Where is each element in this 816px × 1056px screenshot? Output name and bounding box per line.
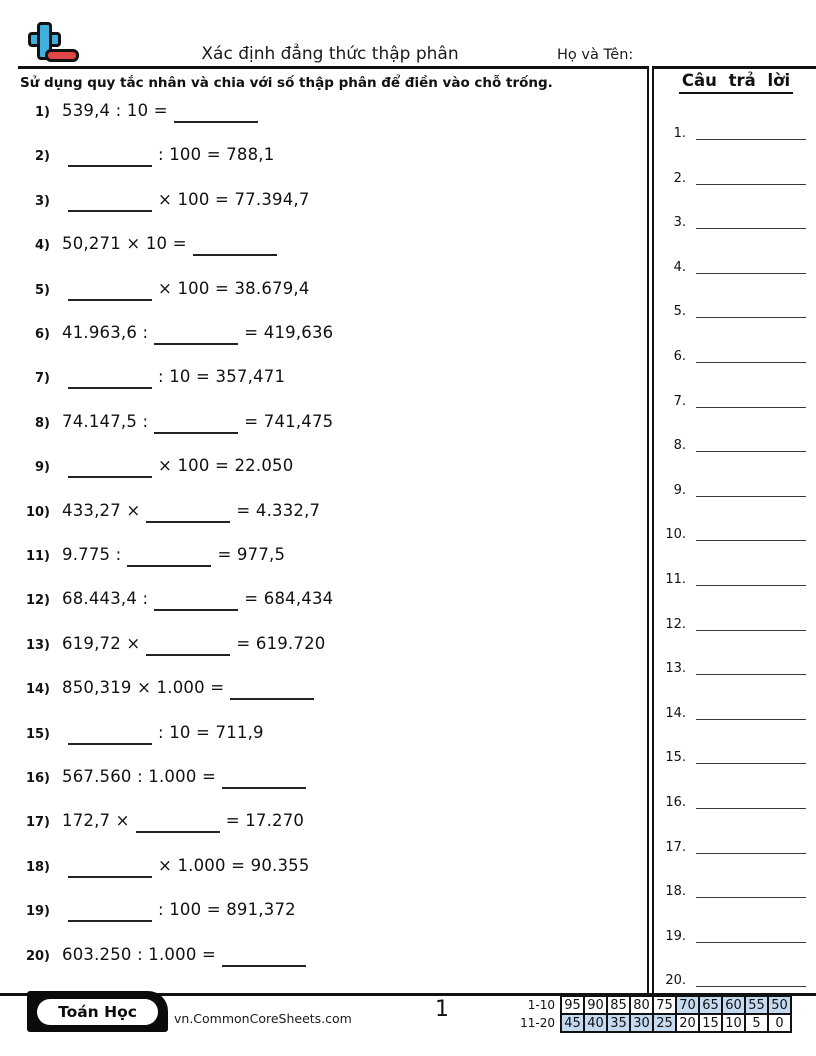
problem-text: = 4.332,7 — [236, 500, 321, 520]
problem-20 — [20, 945, 312, 967]
fill-in-blank[interactable] — [68, 153, 152, 167]
answer-line[interactable] — [696, 273, 806, 274]
problem-text: : 10 = 711,9 — [158, 722, 264, 742]
answer-line[interactable] — [696, 942, 806, 943]
problem-13 — [20, 634, 326, 656]
fill-in-blank[interactable] — [68, 864, 152, 878]
problem-number: 18) — [25, 859, 50, 875]
commoncoresheets-logo — [28, 22, 82, 64]
problem-expression — [62, 589, 333, 611]
problem-text: × 100 = 38.679,4 — [158, 278, 310, 298]
score-cell[interactable]: 15 — [699, 1014, 722, 1032]
problem-expression — [62, 101, 264, 123]
problem-2 — [20, 145, 274, 167]
minus-icon — [45, 49, 79, 62]
problem-text: 9.775 : — [62, 545, 122, 564]
answer-number: 17. — [665, 839, 686, 855]
answer-slot-5 — [658, 298, 806, 318]
problem-expression — [62, 190, 310, 212]
fill-in-blank[interactable] — [174, 109, 258, 123]
answer-number: 6. — [673, 349, 686, 364]
score-cell[interactable]: 5 — [745, 1014, 768, 1032]
website-link[interactable]: vn.CommonCoreSheets.com — [174, 1011, 352, 1026]
problem-text: : 10 = 357,471 — [158, 367, 286, 387]
answer-number: 8. — [673, 438, 686, 454]
answer-number: 12. — [665, 616, 686, 632]
problem-expression — [62, 279, 310, 301]
answers-title-text: Câu trả lời — [679, 71, 793, 94]
problem-expression — [62, 323, 333, 345]
fill-in-blank[interactable] — [222, 953, 306, 967]
problem-number: 2) — [35, 149, 50, 165]
problem-text: 567.560 : 1.000 = — [62, 767, 216, 786]
fill-in-blank[interactable] — [127, 553, 211, 567]
fill-in-blank[interactable] — [68, 287, 152, 301]
problem-number: 20) — [25, 948, 50, 964]
problem-text: × 1.000 = 90.355 — [158, 855, 310, 875]
answer-slot-4 — [658, 254, 806, 274]
problem-11 — [20, 545, 285, 567]
answers-column-title — [656, 71, 816, 90]
fill-in-blank[interactable] — [193, 242, 277, 256]
problem-expression — [62, 501, 320, 523]
fill-in-blank[interactable] — [146, 642, 230, 656]
score-cell[interactable]: 65 — [699, 996, 722, 1014]
problem-expression — [62, 856, 310, 878]
fill-in-blank[interactable] — [154, 597, 238, 611]
fill-in-blank[interactable] — [68, 464, 152, 478]
problem-text: = 17.270 — [225, 811, 305, 831]
answer-line[interactable] — [696, 540, 806, 541]
score-cell[interactable]: 35 — [607, 1014, 630, 1032]
answer-number: 14. — [665, 705, 686, 721]
answer-number: 11. — [665, 572, 686, 587]
problem-number: 14) — [25, 682, 50, 698]
answer-number: 18. — [665, 884, 686, 900]
answer-number: 10. — [665, 527, 686, 543]
answer-slot-3 — [658, 209, 806, 229]
subject-badge: Toán Học — [37, 999, 158, 1025]
score-cell[interactable]: 30 — [630, 1014, 653, 1032]
problem-text: 41.963,6 : — [62, 323, 149, 342]
problem-expression — [62, 723, 264, 745]
problem-expression — [62, 678, 320, 700]
problem-text: 50,271 × 10 = — [62, 234, 187, 254]
answer-slot-13 — [658, 655, 806, 675]
answer-number: 13. — [665, 661, 686, 677]
problem-number: 3) — [35, 193, 50, 209]
fill-in-blank[interactable] — [68, 375, 152, 389]
fill-in-blank[interactable] — [68, 198, 152, 212]
problem-18 — [20, 856, 310, 878]
answer-line[interactable] — [696, 362, 806, 363]
problem-text: = 684,434 — [244, 589, 334, 609]
problem-19 — [20, 900, 296, 922]
problem-expression — [62, 811, 304, 833]
problem-number: 19) — [25, 904, 50, 920]
score-cell[interactable]: 95 — [561, 996, 584, 1014]
answer-line[interactable] — [696, 853, 806, 854]
answer-number: 16. — [665, 795, 686, 810]
score-cell[interactable]: 85 — [607, 996, 630, 1014]
page-title: Xác định đẳng thức thập phân — [201, 44, 459, 64]
problem-text: 68.443,4 : — [62, 589, 149, 609]
instruction-text: Sử dụng quy tắc nhân và chia với số thập phân để điền vào chỗ trống. — [20, 75, 553, 91]
score-cell[interactable]: 10 — [722, 1014, 745, 1032]
score-cell[interactable]: 50 — [768, 996, 791, 1014]
problem-number: 4) — [35, 238, 50, 254]
problem-text: 603.250 : 1.000 = — [62, 944, 216, 964]
problem-expression — [62, 945, 312, 967]
problem-number: 9) — [35, 460, 50, 476]
score-range-label: 11-20 — [520, 1016, 555, 1030]
problem-number: 5) — [35, 282, 50, 298]
problem-text: 433,27 × — [62, 500, 141, 520]
answer-number: 5. — [673, 304, 686, 320]
score-cell[interactable]: 80 — [630, 996, 653, 1014]
name-label: Họ và Tên: — [557, 47, 634, 63]
answer-number: 7. — [673, 393, 686, 409]
score-cell[interactable]: 70 — [676, 996, 699, 1014]
problem-9 — [20, 456, 293, 478]
problem-3 — [20, 190, 310, 212]
answer-number: 2. — [673, 170, 686, 186]
fill-in-blank[interactable] — [154, 420, 238, 434]
answer-slot-14 — [658, 700, 806, 720]
answer-line[interactable] — [696, 986, 806, 987]
problem-7 — [20, 367, 285, 389]
answer-slot-7 — [658, 388, 806, 408]
answer-line[interactable] — [696, 451, 806, 452]
answer-line[interactable] — [696, 719, 806, 720]
score-cell[interactable]: 60 — [722, 996, 745, 1014]
answer-line[interactable] — [696, 139, 806, 140]
answer-slot-12 — [658, 611, 806, 631]
problem-17 — [20, 811, 304, 833]
problem-number: 12) — [25, 593, 50, 609]
score-cell[interactable]: 40 — [584, 1014, 607, 1032]
problem-text: × 100 = 22.050 — [158, 456, 294, 476]
problem-10 — [20, 501, 320, 523]
problem-expression — [62, 456, 293, 478]
problem-text: 539,4 : 10 = — [62, 101, 168, 120]
answer-slot-11 — [658, 566, 806, 586]
answer-slot-18 — [658, 878, 806, 898]
problem-expression — [62, 900, 296, 922]
problem-1 — [20, 101, 264, 123]
answer-line[interactable] — [696, 808, 806, 809]
answer-slot-16 — [658, 789, 806, 809]
problem-text: = 741,475 — [244, 411, 334, 431]
score-cell[interactable]: 20 — [676, 1014, 699, 1032]
answer-number: 19. — [665, 928, 686, 944]
problem-14 — [20, 678, 320, 700]
problem-number: 15) — [25, 726, 50, 742]
answer-line[interactable] — [696, 674, 806, 675]
problem-number: 1) — [35, 105, 50, 120]
answer-slot-2 — [658, 165, 806, 185]
score-cell[interactable]: 0 — [768, 1014, 791, 1032]
answer-line[interactable] — [696, 897, 806, 898]
answer-line[interactable] — [696, 228, 806, 229]
fill-in-blank[interactable] — [68, 908, 152, 922]
problem-text: = 419,636 — [244, 323, 334, 342]
column-divider — [647, 66, 654, 995]
answer-number: 3. — [673, 215, 686, 231]
answer-slot-15 — [658, 744, 806, 764]
problem-number: 11) — [25, 549, 50, 564]
fill-in-blank[interactable] — [146, 509, 230, 523]
problem-text: × 100 = 77.394,7 — [158, 189, 310, 209]
problem-number: 10) — [25, 504, 50, 520]
answer-line[interactable] — [696, 407, 806, 408]
problem-15 — [20, 723, 264, 745]
answer-line[interactable] — [696, 317, 806, 318]
problem-expression — [62, 412, 333, 434]
problem-text: : 100 = 891,372 — [158, 900, 296, 920]
plus-icon — [40, 35, 49, 44]
problem-number: 8) — [35, 415, 50, 431]
problem-4 — [20, 234, 283, 256]
problem-5 — [20, 279, 310, 301]
answer-slot-6 — [658, 343, 806, 363]
problem-expression — [62, 145, 274, 167]
answer-number: 1. — [673, 126, 686, 141]
score-cell[interactable]: 45 — [561, 1014, 584, 1032]
fill-in-blank[interactable] — [68, 731, 152, 745]
problem-number: 17) — [25, 815, 50, 831]
problem-number: 7) — [35, 371, 50, 387]
fill-in-blank[interactable] — [136, 819, 220, 833]
problem-text: = 619.720 — [236, 633, 326, 653]
problem-text: 619,72 × — [62, 633, 141, 653]
problem-number: 6) — [35, 327, 50, 342]
problem-8 — [20, 412, 333, 434]
subject-badge-box — [27, 991, 168, 1032]
answer-line[interactable] — [696, 184, 806, 185]
problem-text: 850,319 × 1.000 = — [62, 678, 225, 698]
fill-in-blank[interactable] — [154, 331, 238, 345]
answer-number: 9. — [673, 482, 686, 498]
score-cell[interactable]: 90 — [584, 996, 607, 1014]
score-cell[interactable]: 25 — [653, 1014, 676, 1032]
answer-slot-9 — [658, 477, 806, 497]
problem-text: 74.147,5 : — [62, 411, 149, 431]
answer-slot-1 — [658, 120, 806, 140]
answer-line[interactable] — [696, 496, 806, 497]
answer-slot-20 — [658, 967, 806, 987]
score-row-11-20 — [519, 1014, 791, 1032]
score-range-label: 1-10 — [527, 998, 555, 1012]
problem-6 — [20, 323, 333, 345]
problem-text: : 100 = 788,1 — [158, 145, 275, 165]
answer-line[interactable] — [696, 630, 806, 631]
fill-in-blank[interactable] — [230, 686, 314, 700]
problem-expression — [62, 634, 326, 656]
problem-text: 172,7 × — [62, 811, 130, 831]
score-cell[interactable]: 55 — [745, 996, 768, 1014]
answer-slot-19 — [658, 923, 806, 943]
problem-number: 16) — [25, 771, 50, 786]
problem-expression — [62, 234, 283, 256]
problem-16 — [20, 767, 312, 789]
fill-in-blank[interactable] — [222, 775, 306, 789]
answer-number: 15. — [665, 750, 686, 766]
problem-expression — [62, 767, 312, 789]
answer-slot-8 — [658, 432, 806, 452]
answer-number: 4. — [673, 259, 686, 275]
problem-text: = 977,5 — [217, 545, 286, 564]
problem-12 — [20, 589, 333, 611]
answer-line[interactable] — [696, 763, 806, 764]
answer-number: 20. — [665, 973, 686, 989]
answer-slot-10 — [658, 521, 806, 541]
page-number: 1 — [435, 997, 449, 1022]
problem-expression — [62, 545, 285, 567]
score-row-1-10 — [519, 996, 791, 1014]
score-table — [519, 995, 792, 1033]
problem-number: 13) — [25, 637, 50, 653]
score-cell[interactable]: 75 — [653, 996, 676, 1014]
answer-slot-17 — [658, 834, 806, 854]
header-divider — [18, 66, 816, 69]
problem-expression — [62, 367, 285, 389]
answer-line[interactable] — [696, 585, 806, 586]
